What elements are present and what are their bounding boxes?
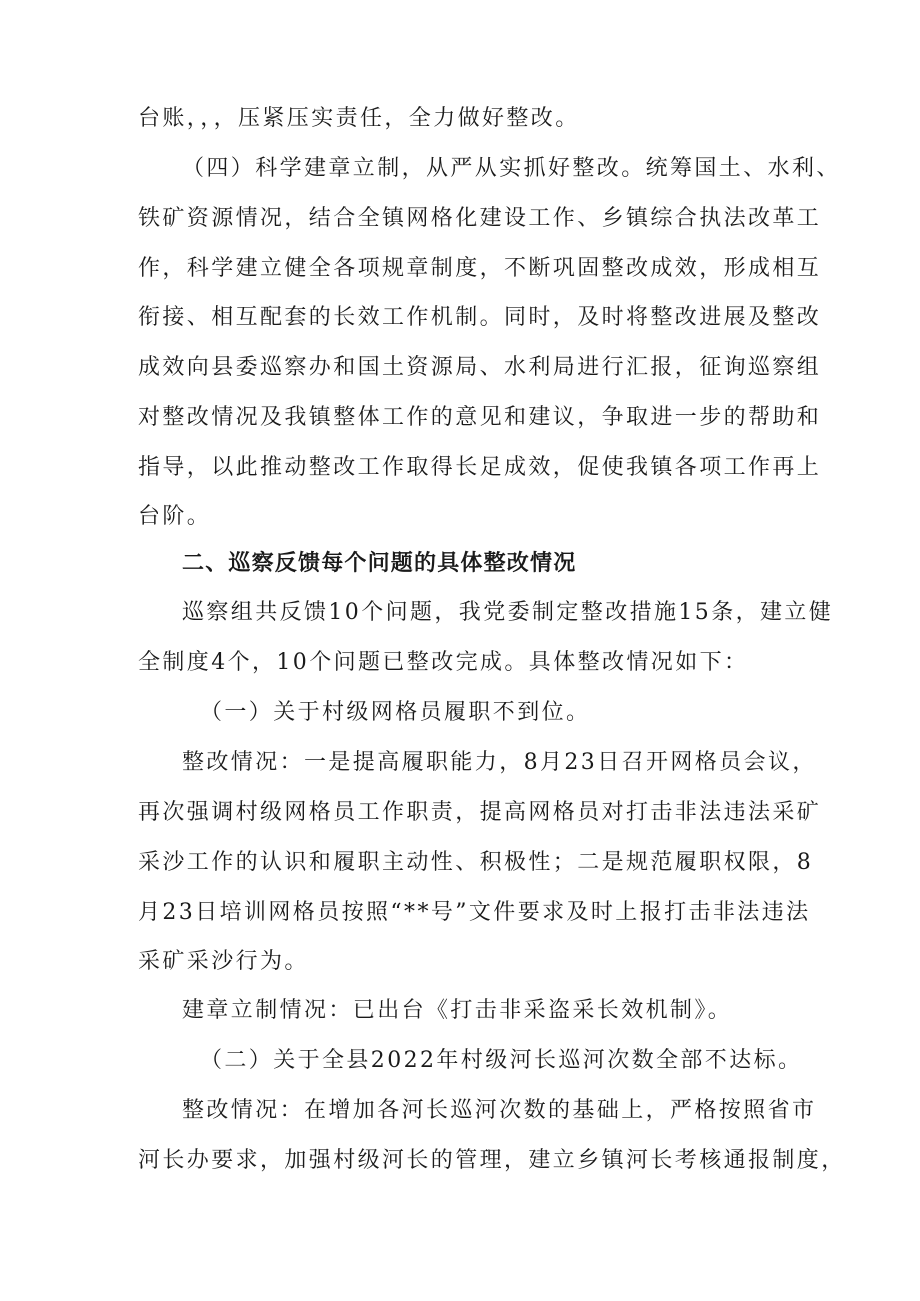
text-line: 全制度4个，10个问题已整改完成。具体整改情况如下： bbox=[138, 650, 749, 675]
text-line: 衔接、相互配套的长效工作机制。同时，及时将整改进展及整改 bbox=[138, 305, 822, 330]
text-line: 采沙工作的认识和履职主动性、积极性；二是规范履职权限，8 bbox=[138, 850, 814, 875]
text-line: 成效向县委巡察办和国土资源局、水利局进行汇报，征询巡察组 bbox=[138, 355, 822, 380]
text-line: 采矿采沙行为。 bbox=[138, 949, 309, 974]
item-one-regulation: 建章立制情况：已出台《打击非采盗采长效机制》。 bbox=[182, 998, 733, 1023]
text-line: 铁矿资源情况，结合全镇网格化建设工作、乡镇综合执法改革工 bbox=[138, 206, 822, 231]
item-one-title: （一）关于村级网格员履职不到位。 bbox=[200, 700, 591, 725]
section-heading: 二、巡察反馈每个问题的具体整改情况 bbox=[182, 551, 577, 576]
item-two-title: （二）关于全县2022年村级河长巡河次数全部不达标。 bbox=[200, 1048, 803, 1073]
text-line: 台账，，，压紧压实责任，全力做好整改。 bbox=[138, 106, 580, 131]
text-line: 指导，以此推动整改工作取得长足成效，促使我镇各项工作再上 bbox=[138, 455, 822, 480]
item-two-status-start: 整改情况：在增加各河长巡河次数的基础上，严格按照省市 bbox=[182, 1098, 817, 1123]
text-line: 对整改情况及我镇整体工作的意见和建议，争取进一步的帮助和 bbox=[138, 405, 822, 430]
text-line: 作，科学建立健全各项规章制度，不断巩固整改成效，形成相互 bbox=[138, 256, 822, 281]
summary-paragraph-start: 巡察组共反馈10个问题，我党委制定整改措施15条，建立健 bbox=[182, 600, 834, 625]
text-line: 台阶。 bbox=[138, 504, 212, 529]
section-four-paragraph-start: （四）科学建章立制，从严从实抓好整改。统筹国土、水利、 bbox=[182, 156, 841, 181]
text-line: 月23日培训网格员按照“**号”文件要求及时上报打击非法违法 bbox=[138, 900, 811, 925]
item-one-status-start: 整改情况：一是提高履职能力，8月23日召开网格员会议， bbox=[182, 750, 817, 775]
text-line: 河长办要求，加强村级河长的管理，建立乡镇河长考核通报制度， bbox=[138, 1148, 846, 1173]
text-line: 再次强调村级网格员工作职责，提高网格员对打击非法违法采矿 bbox=[138, 800, 822, 825]
